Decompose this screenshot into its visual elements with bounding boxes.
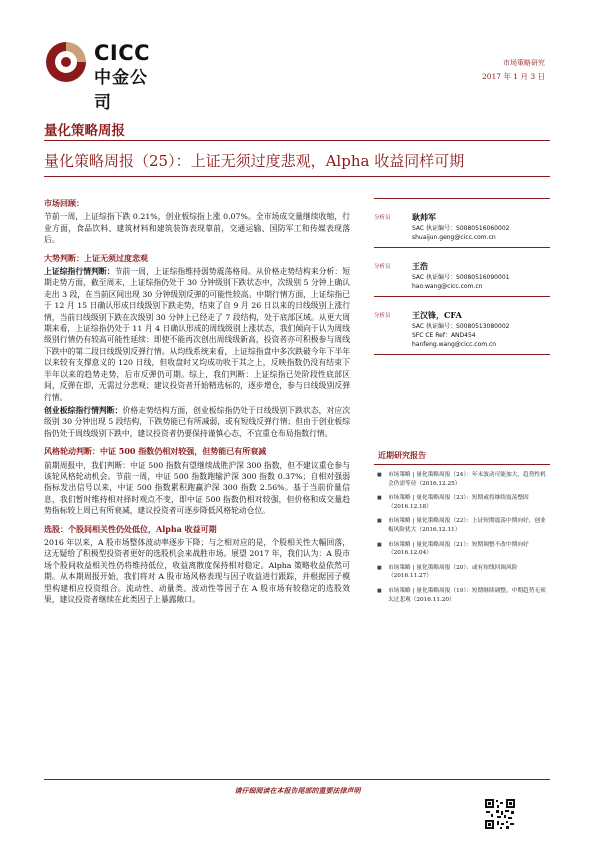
recent-report-item[interactable]: ■ 市场策略 | 量化策略周报（19）：短期继续调整，中期趋势无须太过悲观（2016.11.20）: [374, 587, 550, 604]
logo-text-en: CICC: [94, 41, 151, 65]
analyst-email[interactable]: shuaijun.geng@cicc.com.cn: [412, 234, 496, 241]
analyst-role: 分析员: [374, 313, 391, 319]
divider: [374, 354, 550, 355]
qr-code-icon: [484, 798, 516, 830]
series-title: 量化策略周报: [44, 123, 125, 139]
paragraph-lead: 创业板综指行情判断：: [44, 405, 123, 415]
paragraph-text: 价格走势结构方面，创业板综指仍处于日线级别下跌状态，对应次级别 30 分钟出现 5 段结构，下跌势能已有所减弱，或有短线反弹行情；但由于创业板综指仍处于周线级别下跌中，建议投资者仍要保持谨慎心态，不宜重仓布局指数行情。: [44, 405, 351, 438]
report-date: 2017 年 1 月 3 日: [481, 72, 545, 81]
recent-reports-title: 近期研究报告: [378, 450, 426, 460]
section-style-rotation: [44, 446, 350, 516]
title-divider-bottom: [44, 176, 550, 177]
analyst-license: SAC 执证编号：S0080516090001: [412, 274, 510, 281]
section-heading: 大势判断：上证无须过度悲观: [44, 252, 148, 263]
analyst-email[interactable]: hao.wang@cicc.com.cn: [412, 283, 483, 290]
analyst-name: 王汉锋，CFA: [412, 310, 462, 320]
analyst-role: 分析员: [374, 215, 391, 221]
section-heading: 风格轮动判断：中证 500 指数仍相对较强，但势能已有所衰减: [44, 446, 267, 457]
recent-reports-list: [374, 471, 550, 604]
analyst-card: [374, 297, 550, 354]
footer-divider: [44, 779, 550, 780]
paragraph-text: 前期周报中，我们判断：中证 500 指数有望继续战胜沪深 300 指数，但不建议重仓参与该轮风格轮动机会。节前一周，中证 500 指数跑输沪深 300 指数 0.37%；自相对强弱指标发出信号以来，中证 500 指数累积跑赢沪深 300 指数 2.56%。基于当前价量信息，我们暂时维持相对择时观点不变，即中证 500 指数仍相对较强，但价格和成交量趋势指标较上周已有所衰减，建议投资者可逐步降低风格轮动仓位。: [44, 460, 350, 516]
analyst-email[interactable]: hanfeng.wang@cicc.com.cn: [412, 341, 497, 348]
section-heading: 选股：个股间相关性仍处低位，Alpha 收益可期: [44, 523, 217, 534]
section-market-review: [44, 198, 350, 246]
paragraph: [44, 211, 350, 245]
paragraph-lead: 上证综指行情判断：: [44, 267, 115, 277]
recent-reports: [374, 446, 550, 610]
title-divider-top: [44, 140, 550, 141]
main-title: 量化策略周报（25）：上证无须过度悲观，Alpha 收益同样可期: [44, 152, 465, 170]
paragraph-text: 2016 年以来，A 股市场整体波动率逐步下降；与之相对应的是，个股相关性大幅回落，这无疑给了积极型投资者更好的选股机会来战胜市场。展望 2017 年，我们认为：A 股市场个股间收益相关性仍将维持低位，收益离散度保持相对稳定。Alpha 策略收益依然可期。从本期周报开始，我们将对 A 股市场风格表现与因子收益进行跟踪，并根据因子模型构建相应投资组合。流动性、动量类、波动性等因子在 A 股市场有较稳定的选股效果，建议投资者继续在此类因子上暴露敞口。: [44, 537, 350, 604]
report-meta: [482, 57, 545, 83]
report-body: [44, 198, 350, 612]
analyst-role: 分析员: [374, 264, 391, 270]
analyst-license: SAC 执证编号：S0080513080002: [412, 323, 510, 330]
analyst-card: [374, 199, 550, 247]
analyst-sfc-ref: SFC CE Ref：AND454: [412, 332, 476, 339]
paragraph: [44, 266, 350, 403]
divider: [374, 464, 550, 465]
logo-text-cn: 中金公司: [94, 68, 148, 113]
cicc-logo-icon: [44, 40, 88, 84]
paragraph: [44, 460, 350, 517]
section-market-outlook: [44, 253, 350, 440]
recent-report-item[interactable]: ■ 市场策略 | 量化策略周报（23）：短期或将继续震荡整固（2016.12.18）: [374, 494, 550, 511]
analyst-card: [374, 248, 550, 296]
analyst-license: SAC 执证编号：S0080516060002: [412, 225, 510, 232]
analyst-name: 耿帅军: [412, 212, 436, 222]
section-stock-selection: [44, 524, 350, 606]
recent-report-item[interactable]: ■ 市场策略 | 量化策略周报（20）：或有短线回调风险（2016.11.27）: [374, 564, 550, 581]
report-type: 市场策略研究: [503, 59, 545, 67]
section-heading: 市场回顾：: [44, 198, 84, 208]
paragraph-text: 节前一周，上证综指维持弱势震荡格局。从价格走势结构来分析：短期走势方面，截至周末，上证综指仍处于 30 分钟级别下跌状态中，次级别 5 分钟上确认走出 3 段，在当前区间出现 30 分钟级别反弹的可能性较高。中期行情方面，上证综指已于 12 月 15 日确认形成日线级别下跌走势，结束了自 9 月 26 日以来的日线级别上涨行情，当前日线级别下跌在次级别 30 分钟上已经走了 7 段结构，处于底部区域。从更大周期来看，上证综指仍处于 11 月 4 日确认形成的周线级别上涨状态，我们倾向于认为周线级别行情仍有较高可能性延续：即使不能再次创出周线级新高，投资者亦可积极参与周线下跌中的第二段日线级别反弹行情。从均线系统来看，上证综指盘中多次跌破今年下半年以来较有支撑意义的 120 日线，但收盘时又均成功收于其之上，反映指数仍没有结束下半年以来的趋势走势，后市反弹仍可期。综上，我们判断：上证综指已处阶段性底部区间，反弹在即，无需过分悲观；建议投资者开始精选标的，逐步增仓，参与日线级别反弹行情。: [44, 267, 351, 402]
paragraph: [44, 405, 350, 439]
cicc-logo: [44, 40, 154, 113]
recent-report-item[interactable]: ■ 市场策略 | 量化策略周报（24）：年末波动可能加大，趋势性机会仍需等待（2016.12.25）: [374, 471, 550, 488]
analyst-panel: [374, 198, 550, 355]
recent-report-item[interactable]: ■ 市场策略 | 量化策略周报（21）：短期调整不改中期向好（2016.12.04）: [374, 541, 550, 558]
paragraph-text: 节前一周，上证综指下跌 0.21%，创业板综指上涨 0.07%。全市场成交量继续收缩，行业方面，食品饮料、建筑材料和建筑装饰表现靠前，交通运输、国防军工和传媒表现落后。: [44, 212, 350, 245]
recent-report-item[interactable]: ■ 市场策略 | 量化策略周报（22）：上证短期震荡中期向好，创业板风险犹大（2016.12.11）: [374, 517, 550, 534]
paragraph: [44, 537, 350, 605]
analyst-name: 王浩: [412, 261, 428, 271]
legal-notice[interactable]: 请仔细阅读在本报告尾部的重要法律声明: [234, 786, 361, 795]
